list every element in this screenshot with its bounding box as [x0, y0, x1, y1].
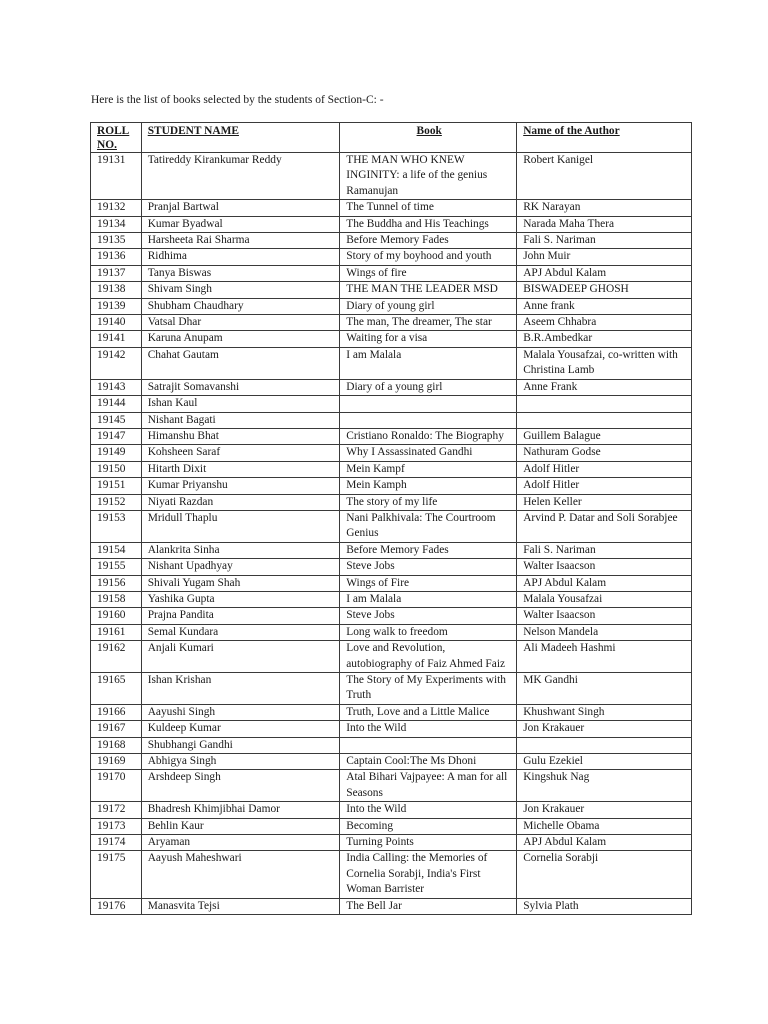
- book-title-cell: India Calling: the Memories of Cornelia Sorabji, India's First Woman Barrister: [340, 851, 517, 898]
- roll-no-cell: 19139: [91, 298, 142, 314]
- student-name-cell: Shivali Yugam Shah: [141, 575, 340, 591]
- roll-no-cell: 19173: [91, 818, 142, 834]
- author-name-cell: Aseem Chhabra: [517, 315, 692, 331]
- roll-no-cell: 19166: [91, 704, 142, 720]
- book-title-cell: Becoming: [340, 818, 517, 834]
- student-name-cell: Mridull Thaplu: [141, 510, 340, 542]
- author-name-cell: APJ Abdul Kalam: [517, 265, 692, 281]
- author-name-cell: Jon Krakauer: [517, 802, 692, 818]
- roll-no-cell: 19169: [91, 754, 142, 770]
- student-name-cell: Pranjal Bartwal: [141, 200, 340, 216]
- book-title-cell: Into the Wild: [340, 802, 517, 818]
- book-title-cell: THE MAN WHO KNEW INGINITY: a life of the genius Ramanujan: [340, 153, 517, 200]
- roll-no-cell: 19160: [91, 608, 142, 624]
- student-name-cell: Ishan Kaul: [141, 396, 340, 412]
- author-name-cell: Nathuram Godse: [517, 445, 692, 461]
- table-row: [91, 835, 692, 851]
- table-row: [91, 445, 692, 461]
- book-title-cell: I am Malala: [340, 591, 517, 607]
- roll-no-cell: 19168: [91, 737, 142, 753]
- table-row: [91, 641, 692, 673]
- student-name-cell: Kuldeep Kumar: [141, 721, 340, 737]
- roll-no-cell: 19145: [91, 412, 142, 428]
- student-name-cell: Chahat Gautam: [141, 347, 340, 379]
- header-book: Book: [340, 123, 517, 153]
- table-row: [91, 249, 692, 265]
- student-name-cell: Kumar Byadwal: [141, 216, 340, 232]
- roll-no-cell: 19147: [91, 428, 142, 444]
- table-row: [91, 396, 692, 412]
- roll-no-cell: 19158: [91, 591, 142, 607]
- book-title-cell: Why I Assassinated Gandhi: [340, 445, 517, 461]
- book-title-cell: [340, 737, 517, 753]
- author-name-cell: Fali S. Nariman: [517, 542, 692, 558]
- student-name-cell: Shubhangi Gandhi: [141, 737, 340, 753]
- author-name-cell: Sylvia Plath: [517, 898, 692, 914]
- header-student-name: STUDENT NAME: [141, 123, 340, 153]
- table-row: [91, 737, 692, 753]
- student-name-cell: Shivam Singh: [141, 282, 340, 298]
- roll-no-cell: 19140: [91, 315, 142, 331]
- author-name-cell: Robert Kanigel: [517, 153, 692, 200]
- student-name-cell: Vatsal Dhar: [141, 315, 340, 331]
- roll-no-cell: 19154: [91, 542, 142, 558]
- roll-no-cell: 19141: [91, 331, 142, 347]
- author-name-cell: Anne Frank: [517, 379, 692, 395]
- table-row: [91, 412, 692, 428]
- book-title-cell: Love and Revolution, autobiography of Faiz Ahmed Faiz: [340, 641, 517, 673]
- author-name-cell: Adolf Hitler: [517, 461, 692, 477]
- author-name-cell: John Muir: [517, 249, 692, 265]
- student-name-cell: Kumar Priyanshu: [141, 478, 340, 494]
- book-title-cell: The Bell Jar: [340, 898, 517, 914]
- table-row: [91, 315, 692, 331]
- author-name-cell: Cornelia Sorabji: [517, 851, 692, 898]
- table-row: [91, 898, 692, 914]
- roll-no-cell: 19134: [91, 216, 142, 232]
- roll-no-cell: 19149: [91, 445, 142, 461]
- student-name-cell: Nishant Bagati: [141, 412, 340, 428]
- student-name-cell: Alankrita Sinha: [141, 542, 340, 558]
- roll-no-cell: 19142: [91, 347, 142, 379]
- book-title-cell: THE MAN THE LEADER MSD: [340, 282, 517, 298]
- student-name-cell: Niyati Razdan: [141, 494, 340, 510]
- header-author: Name of the Author: [517, 123, 692, 153]
- book-title-cell: Nani Palkhivala: The Courtroom Genius: [340, 510, 517, 542]
- roll-no-cell: 19176: [91, 898, 142, 914]
- book-title-cell: [340, 396, 517, 412]
- roll-no-cell: 19156: [91, 575, 142, 591]
- author-name-cell: Michelle Obama: [517, 818, 692, 834]
- table-row: [91, 265, 692, 281]
- author-name-cell: Malala Yousafzai: [517, 591, 692, 607]
- student-name-cell: Bhadresh Khimjibhai Damor: [141, 802, 340, 818]
- book-title-cell: Cristiano Ronaldo: The Biography: [340, 428, 517, 444]
- author-name-cell: Guillem Balague: [517, 428, 692, 444]
- table-row: [91, 298, 692, 314]
- books-table: [90, 122, 692, 915]
- roll-no-cell: 19162: [91, 641, 142, 673]
- table-row: [91, 802, 692, 818]
- author-name-cell: BISWADEEP GHOSH: [517, 282, 692, 298]
- book-title-cell: Truth, Love and a Little Malice: [340, 704, 517, 720]
- table-row: [91, 428, 692, 444]
- roll-no-cell: 19150: [91, 461, 142, 477]
- author-name-cell: [517, 737, 692, 753]
- author-name-cell: Walter Isaacson: [517, 559, 692, 575]
- student-name-cell: Shubham Chaudhary: [141, 298, 340, 314]
- book-title-cell: Captain Cool:The Ms Dhoni: [340, 754, 517, 770]
- student-name-cell: Nishant Upadhyay: [141, 559, 340, 575]
- roll-no-cell: 19167: [91, 721, 142, 737]
- book-title-cell: Long walk to freedom: [340, 624, 517, 640]
- author-name-cell: B.R.Ambedkar: [517, 331, 692, 347]
- author-name-cell: Fali S. Nariman: [517, 233, 692, 249]
- table-row: [91, 461, 692, 477]
- author-name-cell: Khushwant Singh: [517, 704, 692, 720]
- author-name-cell: RK Narayan: [517, 200, 692, 216]
- intro-text: Here is the list of books selected by the students of Section-C: -: [91, 94, 384, 106]
- author-name-cell: Adolf Hitler: [517, 478, 692, 494]
- author-name-cell: Anne frank: [517, 298, 692, 314]
- author-name-cell: Gulu Ezekiel: [517, 754, 692, 770]
- student-name-cell: Anjali Kumari: [141, 641, 340, 673]
- student-name-cell: Harsheeta Rai Sharma: [141, 233, 340, 249]
- author-name-cell: [517, 396, 692, 412]
- table-row: [91, 673, 692, 705]
- book-title-cell: Diary of young girl: [340, 298, 517, 314]
- book-title-cell: The Tunnel of time: [340, 200, 517, 216]
- table-row: [91, 347, 692, 379]
- table-row: [91, 624, 692, 640]
- student-name-cell: Yashika Gupta: [141, 591, 340, 607]
- book-title-cell: Into the Wild: [340, 721, 517, 737]
- book-title-cell: The story of my life: [340, 494, 517, 510]
- student-name-cell: Manasvita Tejsi: [141, 898, 340, 914]
- book-title-cell: Before Memory Fades: [340, 542, 517, 558]
- roll-no-cell: 19153: [91, 510, 142, 542]
- table-row: [91, 754, 692, 770]
- author-name-cell: Arvind P. Datar and Soli Sorabjee: [517, 510, 692, 542]
- student-name-cell: Ridhima: [141, 249, 340, 265]
- author-name-cell: APJ Abdul Kalam: [517, 575, 692, 591]
- book-title-cell: Atal Bihari Vajpayee: A man for all Seasons: [340, 770, 517, 802]
- roll-no-cell: 19174: [91, 835, 142, 851]
- author-name-cell: Jon Krakauer: [517, 721, 692, 737]
- roll-no-cell: 19138: [91, 282, 142, 298]
- roll-no-cell: 19175: [91, 851, 142, 898]
- student-name-cell: Himanshu Bhat: [141, 428, 340, 444]
- table-row: [91, 478, 692, 494]
- book-title-cell: Story of my boyhood and youth: [340, 249, 517, 265]
- student-name-cell: Arshdeep Singh: [141, 770, 340, 802]
- table-row: [91, 510, 692, 542]
- student-name-cell: Ishan Krishan: [141, 673, 340, 705]
- table-row: [91, 818, 692, 834]
- book-title-cell: The Buddha and His Teachings: [340, 216, 517, 232]
- author-name-cell: APJ Abdul Kalam: [517, 835, 692, 851]
- table-row: [91, 494, 692, 510]
- roll-no-cell: 19152: [91, 494, 142, 510]
- table-row: [91, 608, 692, 624]
- header-roll-no: ROLL NO.: [91, 123, 142, 153]
- roll-no-cell: 19144: [91, 396, 142, 412]
- author-name-cell: Ali Madeeh Hashmi: [517, 641, 692, 673]
- table-row: [91, 200, 692, 216]
- book-title-cell: Wings of fire: [340, 265, 517, 281]
- student-name-cell: Prajna Pandita: [141, 608, 340, 624]
- book-title-cell: Steve Jobs: [340, 608, 517, 624]
- table-row: [91, 591, 692, 607]
- table-row: [91, 379, 692, 395]
- table-row: [91, 851, 692, 898]
- author-name-cell: Malala Yousafzai, co-written with Christina Lamb: [517, 347, 692, 379]
- roll-no-cell: 19172: [91, 802, 142, 818]
- book-title-cell: Diary of a young girl: [340, 379, 517, 395]
- table-row: [91, 216, 692, 232]
- author-name-cell: [517, 412, 692, 428]
- author-name-cell: Helen Keller: [517, 494, 692, 510]
- table-row: [91, 770, 692, 802]
- author-name-cell: Kingshuk Nag: [517, 770, 692, 802]
- table-row: [91, 542, 692, 558]
- student-name-cell: Karuna Anupam: [141, 331, 340, 347]
- student-name-cell: Tanya Biswas: [141, 265, 340, 281]
- table-row: [91, 282, 692, 298]
- student-name-cell: Hitarth Dixit: [141, 461, 340, 477]
- book-title-cell: I am Malala: [340, 347, 517, 379]
- author-name-cell: MK Gandhi: [517, 673, 692, 705]
- student-name-cell: Satrajit Somavanshi: [141, 379, 340, 395]
- book-title-cell: The man, The dreamer, The star: [340, 315, 517, 331]
- student-name-cell: Kohsheen Saraf: [141, 445, 340, 461]
- book-title-cell: [340, 412, 517, 428]
- roll-no-cell: 19151: [91, 478, 142, 494]
- book-title-cell: Before Memory Fades: [340, 233, 517, 249]
- roll-no-cell: 19170: [91, 770, 142, 802]
- book-title-cell: Mein Kamph: [340, 478, 517, 494]
- table-row: [91, 233, 692, 249]
- book-title-cell: Wings of Fire: [340, 575, 517, 591]
- roll-no-cell: 19135: [91, 233, 142, 249]
- header-row: [91, 123, 692, 153]
- book-title-cell: The Story of My Experiments with Truth: [340, 673, 517, 705]
- book-title-cell: Mein Kampf: [340, 461, 517, 477]
- table-row: [91, 559, 692, 575]
- student-name-cell: Behlin Kaur: [141, 818, 340, 834]
- roll-no-cell: 19155: [91, 559, 142, 575]
- table-row: [91, 721, 692, 737]
- author-name-cell: Walter Isaacson: [517, 608, 692, 624]
- roll-no-cell: 19143: [91, 379, 142, 395]
- student-name-cell: Aayushi Singh: [141, 704, 340, 720]
- author-name-cell: Narada Maha Thera: [517, 216, 692, 232]
- student-name-cell: Semal Kundara: [141, 624, 340, 640]
- roll-no-cell: 19165: [91, 673, 142, 705]
- book-title-cell: Waiting for a visa: [340, 331, 517, 347]
- roll-no-cell: 19131: [91, 153, 142, 200]
- roll-no-cell: 19132: [91, 200, 142, 216]
- table-row: [91, 153, 692, 200]
- table-row: [91, 331, 692, 347]
- student-name-cell: Tatireddy Kirankumar Reddy: [141, 153, 340, 200]
- book-title-cell: Steve Jobs: [340, 559, 517, 575]
- table-row: [91, 575, 692, 591]
- student-name-cell: Aryaman: [141, 835, 340, 851]
- roll-no-cell: 19136: [91, 249, 142, 265]
- author-name-cell: Nelson Mandela: [517, 624, 692, 640]
- student-name-cell: Aayush Maheshwari: [141, 851, 340, 898]
- book-title-cell: Turning Points: [340, 835, 517, 851]
- table-row: [91, 704, 692, 720]
- student-name-cell: Abhigya Singh: [141, 754, 340, 770]
- roll-no-cell: 19161: [91, 624, 142, 640]
- roll-no-cell: 19137: [91, 265, 142, 281]
